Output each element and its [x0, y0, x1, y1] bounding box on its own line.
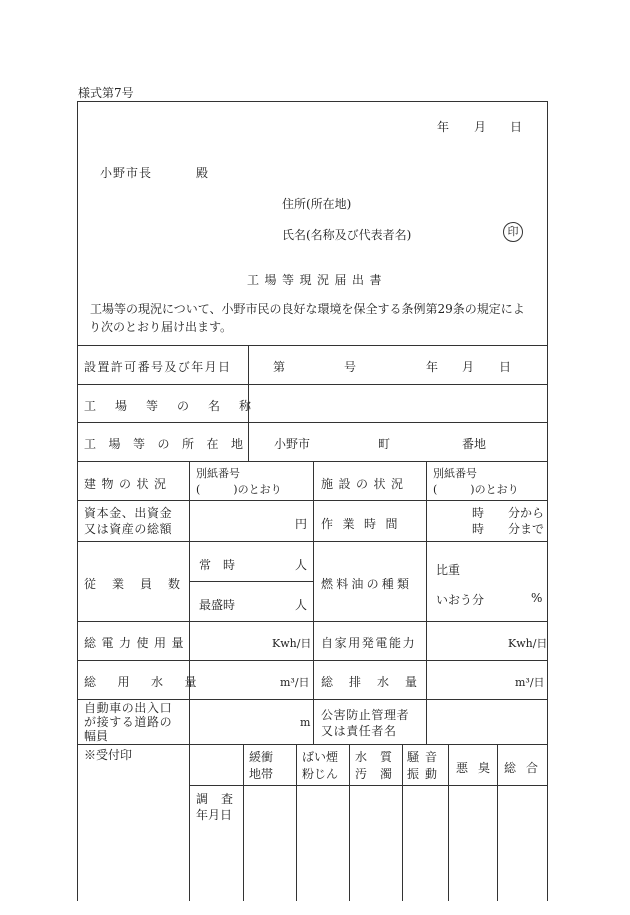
- row-line: [77, 422, 548, 423]
- intro-line-2: り次のとおり届け出ます。: [89, 320, 233, 334]
- col-noise-2: 振動: [407, 767, 444, 781]
- col-line: [243, 744, 244, 901]
- capital-label-2: 又は資産の総額: [84, 522, 173, 536]
- col-line: [426, 461, 427, 744]
- permit-month: 月: [462, 360, 475, 374]
- col-smoke-2: 粉じん: [302, 767, 339, 781]
- facility-ref-number: 別紙番号: [433, 467, 477, 480]
- col-buffer-1: [249, 750, 290, 765]
- manager-label-2: 又は責任者名: [321, 724, 397, 738]
- col-buffer-text-2: 地帯: [249, 767, 274, 781]
- drain-unit: m³/日: [515, 676, 545, 689]
- employees-normal: 常時: [199, 558, 248, 572]
- road-label-1: 自動車の出入口: [84, 701, 173, 715]
- col-water-2: 汚濁: [355, 767, 406, 781]
- power-use-unit: Kwh/日: [272, 637, 312, 650]
- row-line: [77, 744, 548, 745]
- road-label-2: が接する道路の: [84, 715, 173, 729]
- col-line: [448, 744, 449, 901]
- addressee: 小野市長: [100, 166, 153, 180]
- facility-ref-note: ( )のとおり: [433, 483, 519, 496]
- col-line: [296, 744, 297, 901]
- col-line: [313, 461, 314, 744]
- intro-line-1: 工場等の現況について、小野市民の良好な環境を保全する条例第29条の規定によ: [90, 302, 525, 316]
- receipt-label: ※受付印: [84, 748, 133, 762]
- location-city: 小野市: [274, 437, 311, 451]
- col-smoke-1: ばい煙: [302, 750, 339, 764]
- capital-label-1: 資本金、出資金: [84, 506, 173, 520]
- address-label: 住所(所在地): [282, 197, 352, 211]
- col-total: 総合: [504, 761, 549, 775]
- permit-dai: 第: [273, 360, 286, 374]
- permit-label: 設置許可番号及び年月日: [84, 360, 232, 374]
- form-title: 工場等現況届出書: [247, 273, 388, 287]
- self-power-label: 自家用発電能力: [321, 636, 417, 650]
- fuel-gravity: 比重: [436, 563, 461, 577]
- col-buffer-2: [249, 767, 290, 782]
- col-buffer-text-1: 緩衝: [249, 750, 274, 764]
- water-use-label: 総用水量: [84, 675, 219, 689]
- col-odor: 悪臭: [456, 761, 501, 775]
- power-use-label: 総電力使用量: [84, 636, 190, 650]
- honorific: 殿: [196, 166, 209, 180]
- employees-peak: 最盛時: [199, 598, 236, 612]
- col-water-1: 水質: [355, 750, 406, 764]
- row-line: [77, 345, 548, 346]
- header-day: 日: [510, 120, 523, 134]
- fuel-label: 燃料油の種類: [321, 577, 413, 591]
- fuel-percent: %: [531, 591, 543, 605]
- col-line: [349, 744, 350, 901]
- facility-label: 施設の状況: [321, 477, 409, 491]
- work-to-min: 分まで: [508, 522, 545, 536]
- self-power-unit: Kwh/日: [508, 637, 548, 650]
- permit-go: 号: [344, 360, 357, 374]
- location-label: 工場等の所在地: [84, 437, 256, 451]
- row-line: [77, 384, 548, 385]
- road-unit: m: [300, 716, 311, 729]
- work-from-min: 分から: [508, 506, 545, 520]
- fuel-sulfur: いおう分: [436, 593, 485, 607]
- road-label-3: 幅員: [84, 729, 109, 743]
- permit-year: 年: [426, 360, 439, 374]
- manager-label-1: 公害防止管理者: [321, 708, 410, 722]
- water-use-unit: m³/日: [280, 676, 310, 689]
- name-label: 氏名(名称及び代表者名): [282, 228, 412, 242]
- building-label: 建物の状況: [84, 477, 172, 491]
- work-to-hour: 時: [472, 522, 485, 536]
- survey-label-2: 年月日: [196, 808, 233, 822]
- work-from-hour: 時: [472, 506, 485, 520]
- seal-mark: 印: [503, 222, 523, 242]
- location-town: 町: [378, 437, 391, 451]
- permit-day: 日: [499, 360, 512, 374]
- col-noise-1: 騒音: [407, 750, 444, 764]
- col-line: [189, 744, 190, 901]
- col-line: [189, 461, 190, 744]
- form-number: 様式第7号: [78, 86, 134, 100]
- header-month: 月: [474, 120, 487, 134]
- factory-name-label: 工場等の名称: [84, 399, 271, 413]
- building-ref-number: 別紙番号: [196, 467, 240, 480]
- employees-peak-unit: 人: [295, 598, 308, 612]
- drain-label: 総排水量: [321, 675, 434, 689]
- building-ref-note: ( )のとおり: [196, 483, 282, 496]
- survey-label-1: 調査: [196, 792, 247, 806]
- work-hours-label: 作業時間: [321, 517, 408, 531]
- employees-label: 従業員数: [84, 577, 197, 591]
- row-line: [189, 581, 313, 582]
- employees-normal-unit: 人: [295, 558, 308, 572]
- location-banchi: 番地: [462, 437, 487, 451]
- header-year: 年: [437, 120, 450, 134]
- capital-unit: 円: [295, 517, 308, 531]
